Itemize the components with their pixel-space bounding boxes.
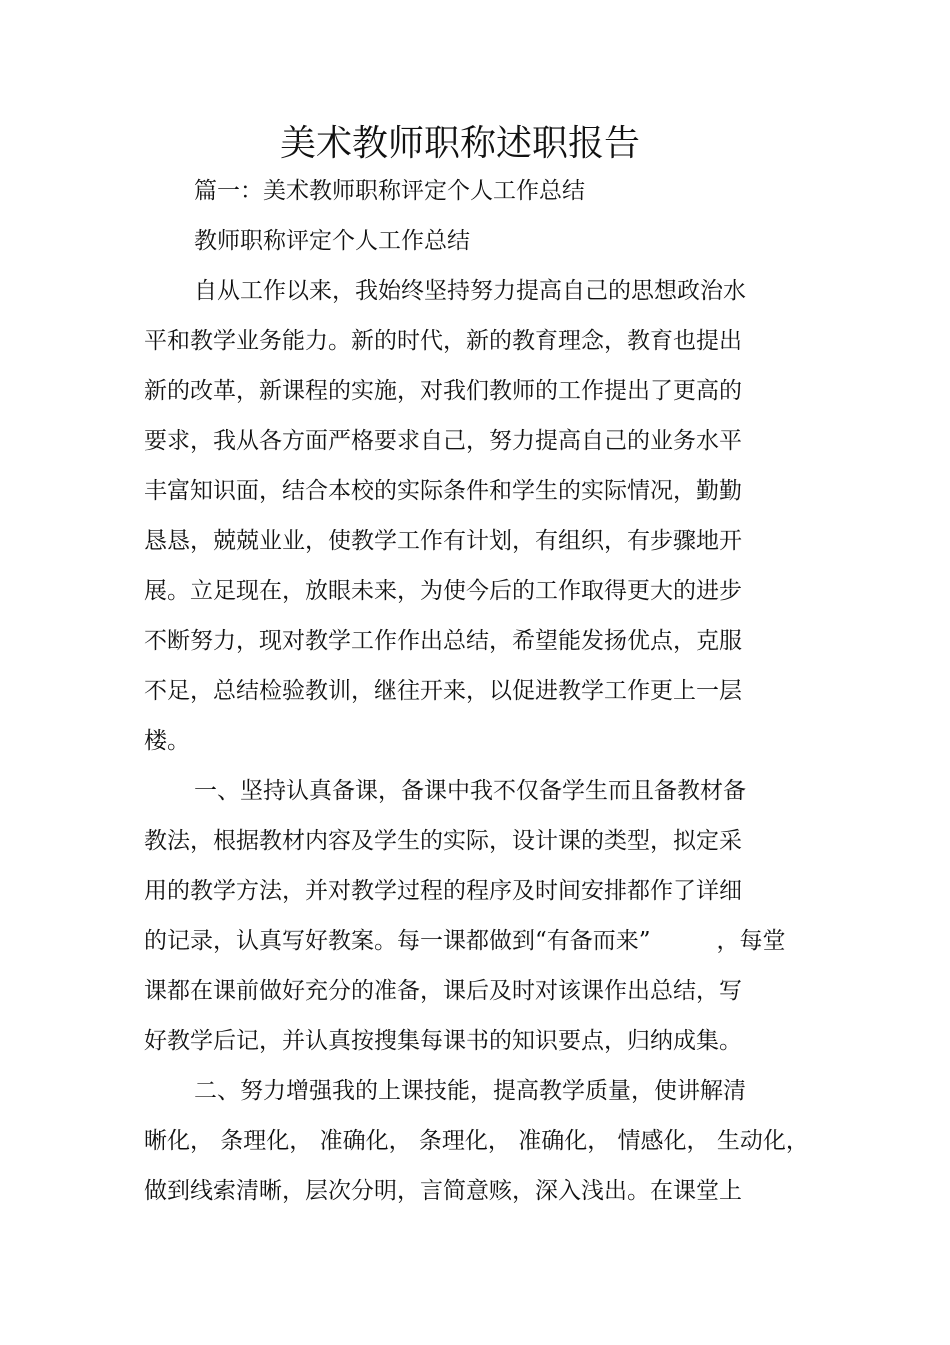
paragraph-line: 要求，我从各方面严格要求自己，努力提高自己的业务水平 bbox=[144, 428, 742, 454]
paragraph-line: 楼。 bbox=[144, 728, 190, 754]
paragraph-line: 二、努力增强我的上课技能，提高教学质量，使讲解清 bbox=[194, 1078, 746, 1104]
paragraph-line: 教法，根据教材内容及学生的实际，设计课的类型，拟定采 bbox=[144, 828, 742, 854]
paragraph-line: 课都在课前做好充分的准备，课后及时对该课作出总结，写 bbox=[144, 978, 742, 1004]
section-heading: 教师职称评定个人工作总结 bbox=[194, 228, 470, 254]
paragraph-line: 平和教学业务能力。新的时代，新的教育理念，教育也提出 bbox=[144, 328, 742, 354]
paragraph-line: 新的改革，新课程的实施，对我们教师的工作提出了更高的 bbox=[144, 378, 742, 404]
paragraph-line-part: 的记录，认真写好教案。每一课都做到“有备而来” bbox=[144, 928, 651, 954]
paragraph-line bbox=[144, 924, 786, 958]
paragraph-line: 丰富知识面，结合本校的实际条件和学生的实际情况，勤勤 bbox=[144, 478, 742, 504]
paragraph-line: 不足，总结检验教训，继往开来，以促进教学工作更上一层 bbox=[144, 678, 742, 704]
paragraph-line: 展。立足现在，放眼未来，为使今后的工作取得更大的进步 bbox=[144, 578, 742, 604]
subtitle: 篇一：美术教师职称评定个人工作总结 bbox=[194, 178, 585, 204]
paragraph-line: 晰化， 条理化， 准确化， 条理化， 准确化， 情感化， 生动化， bbox=[144, 1128, 809, 1154]
paragraph-line: 做到线索清晰，层次分明，言简意赅，深入浅出。在课堂上 bbox=[144, 1178, 742, 1204]
paragraph-line: 用的教学方法，并对教学过程的程序及时间安排都作了详细 bbox=[144, 878, 742, 904]
paragraph-line: 自从工作以来，我始终坚持努力提高自己的思想政治水 bbox=[194, 278, 746, 304]
paragraph-line: 好教学后记，并认真按搜集每课书的知识要点，归纳成集。 bbox=[144, 1028, 742, 1054]
document-title: 美术教师职称述职报告 bbox=[279, 123, 640, 164]
paragraph-line: 恳恳，兢兢业业，使教学工作有计划，有组织，有步骤地开 bbox=[144, 528, 742, 554]
paragraph-line: 不断努力，现对教学工作作出总结，希望能发扬优点，克服 bbox=[144, 628, 742, 654]
paragraph-line-part: ，每堂 bbox=[716, 928, 786, 954]
paragraph-line: 一、坚持认真备课，备课中我不仅备学生而且备教材备 bbox=[194, 778, 746, 804]
